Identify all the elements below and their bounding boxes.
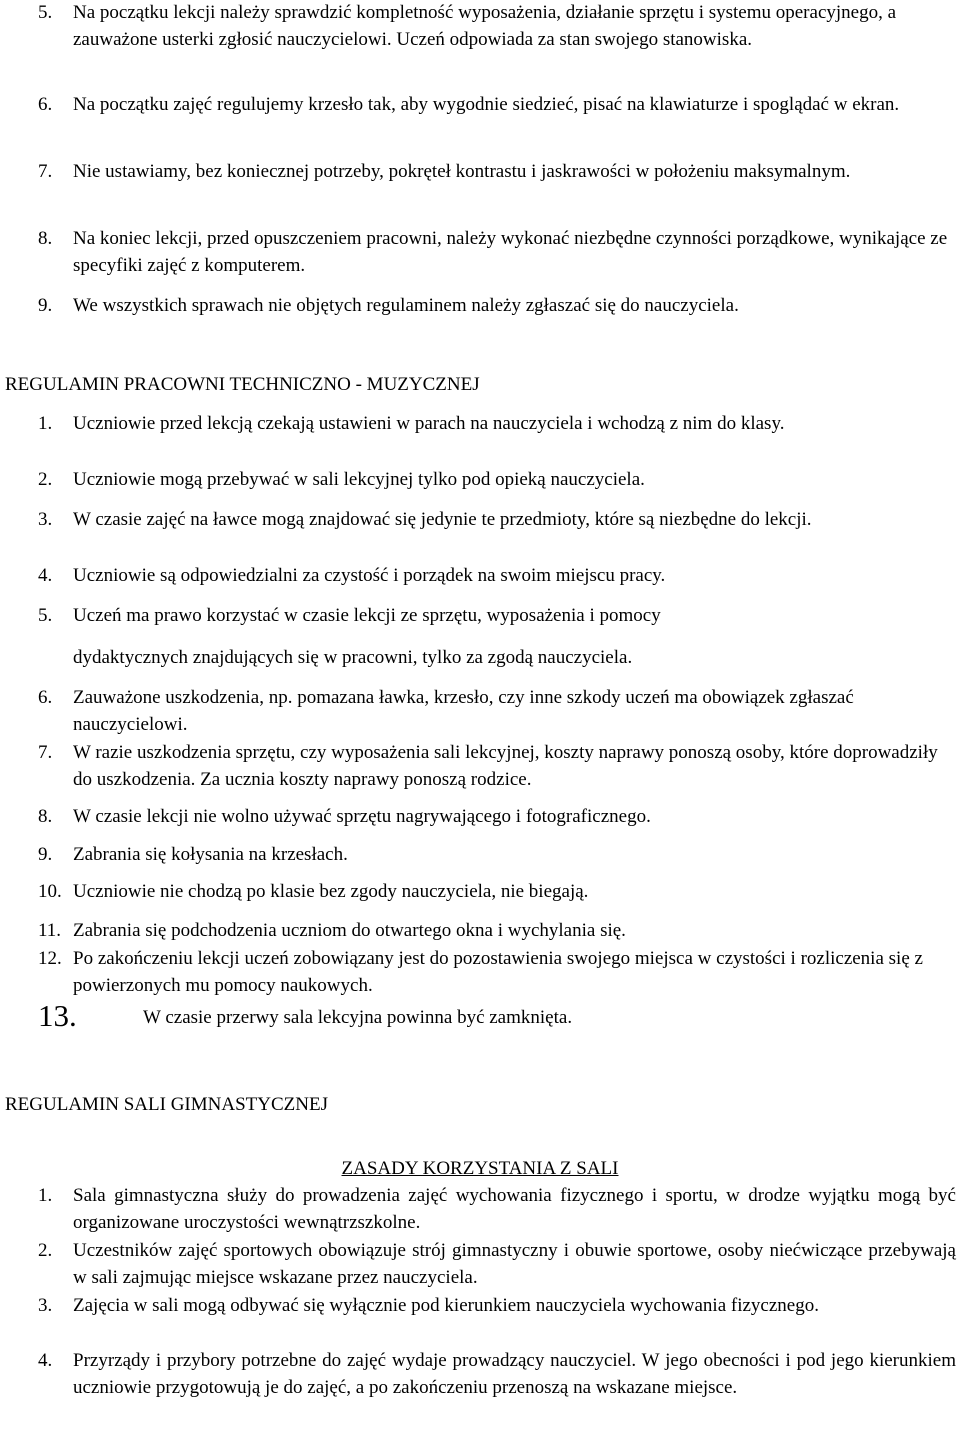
item-text: Uczniowie są odpowiedzialni za czystość i porządek na swoim miejscu pracy. [73,565,666,586]
item-text: Na początku zajęć regulujemy krzesło tak, aby wygodnie siedzieć, pisać na klawiaturze i spoglądać w ekran. [73,94,900,115]
list-item [38,1348,956,1401]
item-text: Uczeń ma prawo korzystać w czasie lekcji ze sprzętu, wyposażenia i pomocy [73,605,661,626]
item-text: Uczniowie mogą przebywać w sali lekcyjnej tylko pod opieką nauczyciela. [73,469,645,490]
list-item [38,918,956,945]
item-text: Uczniowie przed lekcją czekają ustawieni w parach na nauczyciela i wchodzą z nim do klasy. [73,413,785,434]
item-number: 2. [38,469,53,490]
item-number: 9. [38,295,53,316]
item-text: Po zakończeniu lekcji uczeń zobowiązany jest do pozostawienia swojego miejsca w czystości i rozliczenia się z powierzonych mu pomocy naukowych. [73,948,923,996]
list-item [38,293,956,320]
item-text: Przyrządy i przybory potrzebne do zajęć wydaje prowadzący nauczyciel. W jego obecności i pod jego kierunkiem uczniowie przygotowują je do zajęć, a po zakończeniu przenoszą na wskazane miejsce. [73,1350,956,1398]
item-number: 5. [38,2,53,23]
list-item [38,159,956,186]
item-text: Na początku lekcji należy sprawdzić kompletność wyposażenia, działanie sprzętu i systemu operacyjnego, a zauważone usterki zgłosić nauczycielowi. Uczeń odpowiada za stan swojego stanowiska. [73,2,897,50]
item-number: 6. [38,94,53,115]
item-number: 11. [38,920,62,941]
item-text: Uczniowie nie chodzą po klasie bez zgody nauczyciela, nie biegają. [73,881,589,902]
item-number: 7. [38,161,53,182]
list-item [38,804,956,831]
item-text: W razie uszkodzenia sprzętu, czy wyposażenia sali lekcyjnej, koszty naprawy ponoszą osoby, które doprowadziły do uszkodzenia. Za ucznia koszty naprawy ponoszą rodzice. [73,742,938,790]
item-number: 6. [38,687,53,708]
list-item [38,563,956,590]
item-number: 3. [38,509,53,530]
item-number: 3. [38,1295,53,1316]
list-item [38,1293,956,1320]
item-text: Zauważone uszkodzenia, np. pomazana ławka, krzesło, czy inne szkody uczeń ma obowiązek zgłaszać nauczycielowi. [73,687,854,735]
list-item [38,740,956,793]
list-item [38,879,956,906]
item-text: Zabrania się kołysania na krzesłach. [73,844,348,865]
section-title: REGULAMIN PRACOWNI TECHNICZNO - MUZYCZNEJ [5,374,480,395]
list-item [38,603,956,630]
list-item [38,226,956,279]
item-number: 5. [38,605,53,626]
list-item [38,946,956,999]
item-text: Nie ustawiamy, bez koniecznej potrzeby, pokręteł kontrastu i jaskrawości w położeniu maksymalnym. [73,161,851,182]
section-title: REGULAMIN SALI GIMNASTYCZNEJ [5,1094,328,1115]
item-number: 8. [38,228,53,249]
item-number: 13. [38,998,77,1033]
list-item-continuation [38,645,956,672]
item-number: 8. [38,806,53,827]
item-text: Zabrania się podchodzenia uczniom do otwartego okna i wychylania się. [73,920,626,941]
list-item [38,1238,956,1291]
item-number: 10. [38,881,62,902]
item-number: 9. [38,844,53,865]
item-text: Na koniec lekcji, przed opuszczeniem pracowni, należy wykonać niezbędne czynności porządkowe, wynikające ze specyfiki zajęć z komputerem. [73,228,948,276]
item-number: 4. [38,1350,53,1371]
item-number: 1. [38,1185,53,1206]
list-item [38,842,956,869]
list-item [38,467,956,494]
list-item [38,0,956,53]
item-number: 12. [38,948,62,969]
list-item [38,685,956,738]
list-item [38,411,956,438]
item-number: 1. [38,413,53,434]
item-text: Sala gimnastyczna służy do prowadzenia zajęć wychowania fizycznego i sportu, w drodze wyjątku mogą być organizowane uroczystości wewnątrzszkolne. [73,1185,956,1233]
item-text: W czasie zajęć na ławce mogą znajdować się jedynie te przedmioty, które są niezbędne do lekcji. [73,509,812,530]
item-text: dydaktycznych znajdujących się w pracowni, tylko za zgodą nauczyciela. [73,647,633,668]
item-number: 4. [38,565,53,586]
item-number: 7. [38,742,53,763]
section-subtitle: ZASADY KORZYSTANIA Z SALI [341,1158,619,1179]
list-item [38,507,956,534]
list-item [38,1183,956,1236]
list-item [38,998,956,1033]
item-text: We wszystkich sprawach nie objętych regulaminem należy zgłaszać się do nauczyciela. [73,295,739,316]
item-text: Zajęcia w sali mogą odbywać się wyłącznie pod kierunkiem nauczyciela wychowania fizycznego. [73,1295,819,1316]
item-number: 2. [38,1240,53,1261]
item-text: W czasie przerwy sala lekcyjna powinna być zamknięta. [143,1007,573,1028]
list-item [38,92,956,119]
item-text: Uczestników zajęć sportowych obowiązuje strój gimnastyczny i obuwie sportowe, osoby niećwiczące przebywają w sali zajmując miejsce wskazane przez nauczyciela. [73,1240,956,1288]
item-text: W czasie lekcji nie wolno używać sprzętu nagrywającego i fotograficznego. [73,806,651,827]
